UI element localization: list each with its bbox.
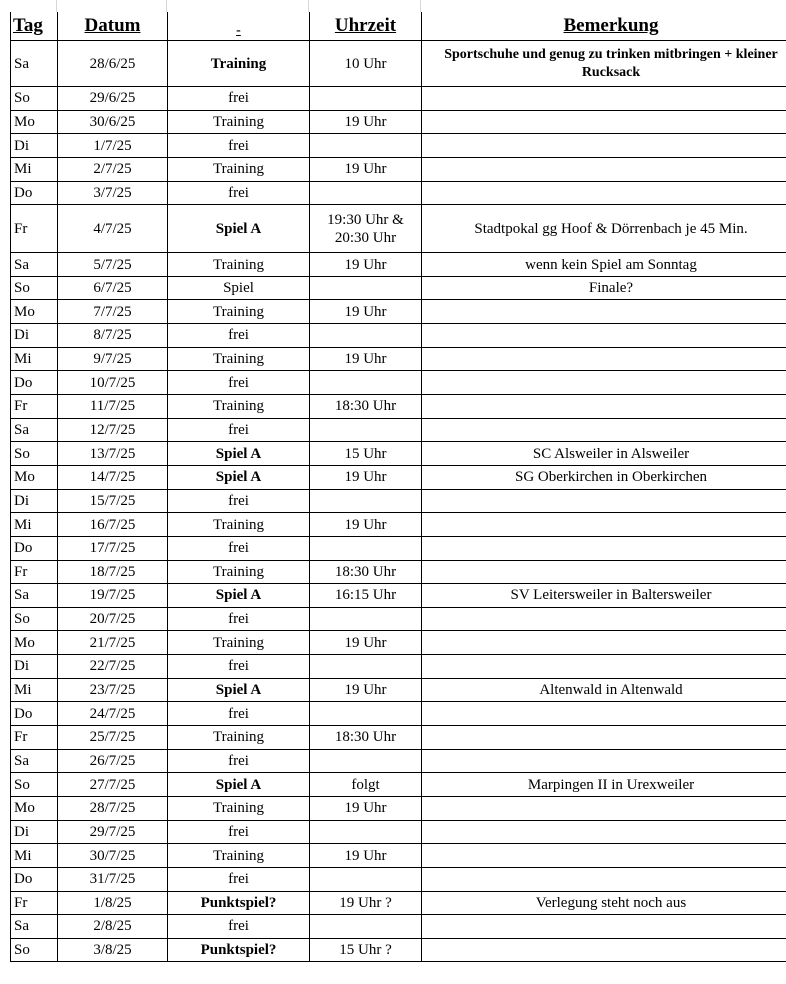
cell-type: frei	[168, 655, 310, 679]
cell-bemerkung	[422, 796, 786, 820]
cell-bemerkung	[422, 157, 786, 181]
cell-tag: Mi	[11, 678, 58, 702]
cell-datum: 18/7/25	[58, 560, 168, 584]
cell-type: frei	[168, 820, 310, 844]
cell-uhrzeit	[310, 181, 422, 205]
cell-tag: Sa	[11, 584, 58, 608]
table-row	[11, 726, 786, 750]
cell-type: Training	[168, 726, 310, 750]
cell-tag: Di	[11, 324, 58, 348]
cell-type: Training	[168, 395, 310, 419]
cell-tag: Fr	[11, 560, 58, 584]
table-row	[11, 324, 786, 348]
cell-type: Training	[168, 844, 310, 868]
cell-tag: Mi	[11, 347, 58, 371]
cell-uhrzeit	[310, 655, 422, 679]
cell-uhrzeit: 18:30 Uhr	[310, 560, 422, 584]
cell-uhrzeit	[310, 702, 422, 726]
table-row	[11, 110, 786, 134]
cell-bemerkung	[422, 536, 786, 560]
cell-bemerkung: Finale?	[422, 276, 786, 300]
cell-uhrzeit	[310, 418, 422, 442]
table-row	[11, 631, 786, 655]
cell-uhrzeit: 19:30 Uhr & 20:30 Uhr	[310, 205, 422, 253]
cell-datum: 30/6/25	[58, 110, 168, 134]
cell-tag: Di	[11, 489, 58, 513]
cell-tag: Mi	[11, 157, 58, 181]
cell-tag: So	[11, 938, 58, 962]
cell-bemerkung: Stadtpokal gg Hoof & Dörrenbach je 45 Min.	[422, 205, 786, 253]
cell-tag: Sa	[11, 253, 58, 277]
cell-bemerkung	[422, 324, 786, 348]
cell-datum: 22/7/25	[58, 655, 168, 679]
cell-datum: 3/7/25	[58, 181, 168, 205]
cell-datum: 13/7/25	[58, 442, 168, 466]
table-row	[11, 773, 786, 797]
cell-datum: 28/6/25	[58, 41, 168, 87]
cell-uhrzeit	[310, 867, 422, 891]
cell-bemerkung	[422, 371, 786, 395]
cell-uhrzeit: 19 Uhr ?	[310, 891, 422, 915]
cell-tag: Do	[11, 867, 58, 891]
cell-bemerkung	[422, 938, 786, 962]
cell-uhrzeit: 16:15 Uhr	[310, 584, 422, 608]
cell-uhrzeit: 19 Uhr	[310, 844, 422, 868]
cell-tag: Sa	[11, 915, 58, 939]
cell-bemerkung	[422, 347, 786, 371]
cell-type: Training	[168, 253, 310, 277]
cell-uhrzeit	[310, 607, 422, 631]
cell-tag: So	[11, 87, 58, 111]
cell-datum: 30/7/25	[58, 844, 168, 868]
cell-uhrzeit: 15 Uhr ?	[310, 938, 422, 962]
cell-uhrzeit: 19 Uhr	[310, 253, 422, 277]
table-row	[11, 157, 786, 181]
cell-tag: Mo	[11, 631, 58, 655]
cell-tag: So	[11, 607, 58, 631]
cell-bemerkung	[422, 607, 786, 631]
cell-tag: Di	[11, 820, 58, 844]
table-row	[11, 181, 786, 205]
cell-uhrzeit: 19 Uhr	[310, 796, 422, 820]
cell-datum: 8/7/25	[58, 324, 168, 348]
table-row	[11, 489, 786, 513]
cell-uhrzeit: 15 Uhr	[310, 442, 422, 466]
cell-type: Training	[168, 300, 310, 324]
cell-tag: Di	[11, 134, 58, 158]
cell-bemerkung: SV Leitersweiler in Baltersweiler	[422, 584, 786, 608]
cell-type: Training	[168, 631, 310, 655]
cell-tag: Di	[11, 655, 58, 679]
cell-type: Training	[168, 41, 310, 87]
cell-bemerkung: SC Alsweiler in Alsweiler	[422, 442, 786, 466]
cell-uhrzeit	[310, 371, 422, 395]
table-row	[11, 253, 786, 277]
cell-tag: Fr	[11, 891, 58, 915]
schedule-table	[10, 12, 786, 962]
table-row	[11, 465, 786, 489]
cell-tag: Fr	[11, 726, 58, 750]
cell-datum: 28/7/25	[58, 796, 168, 820]
cell-type: Spiel A	[168, 773, 310, 797]
cell-type: Training	[168, 513, 310, 537]
cell-tag: Mo	[11, 465, 58, 489]
table-row	[11, 891, 786, 915]
table-row	[11, 347, 786, 371]
table-row	[11, 796, 786, 820]
cell-tag: Mo	[11, 796, 58, 820]
cell-tag: Do	[11, 702, 58, 726]
table-row	[11, 371, 786, 395]
cell-type: frei	[168, 607, 310, 631]
cell-tag: Do	[11, 181, 58, 205]
table-row	[11, 395, 786, 419]
cell-uhrzeit: 10 Uhr	[310, 41, 422, 87]
cell-uhrzeit: 19 Uhr	[310, 110, 422, 134]
cell-bemerkung	[422, 181, 786, 205]
cell-tag: Sa	[11, 749, 58, 773]
cell-bemerkung	[422, 395, 786, 419]
cell-tag: So	[11, 442, 58, 466]
cell-datum: 15/7/25	[58, 489, 168, 513]
cell-bemerkung	[422, 87, 786, 111]
cell-bemerkung: wenn kein Spiel am Sonntag	[422, 253, 786, 277]
cell-type: frei	[168, 324, 310, 348]
cell-type: Spiel A	[168, 205, 310, 253]
cell-uhrzeit: 19 Uhr	[310, 631, 422, 655]
cell-datum: 11/7/25	[58, 395, 168, 419]
cell-uhrzeit	[310, 87, 422, 111]
cell-datum: 27/7/25	[58, 773, 168, 797]
cell-type: Punktspiel?	[168, 938, 310, 962]
cell-tag: Do	[11, 371, 58, 395]
cell-tag: Fr	[11, 395, 58, 419]
table-row	[11, 844, 786, 868]
table-row	[11, 915, 786, 939]
cell-datum: 20/7/25	[58, 607, 168, 631]
cell-tag: So	[11, 276, 58, 300]
cell-uhrzeit: 19 Uhr	[310, 347, 422, 371]
cell-type: Spiel A	[168, 465, 310, 489]
cell-bemerkung	[422, 300, 786, 324]
cell-bemerkung	[422, 867, 786, 891]
cell-bemerkung	[422, 844, 786, 868]
header-uhrzeit: Uhrzeit	[310, 12, 422, 41]
cell-datum: 19/7/25	[58, 584, 168, 608]
table-row	[11, 702, 786, 726]
cell-type: frei	[168, 749, 310, 773]
cell-bemerkung: Sportschuhe und genug zu trinken mitbringen + kleiner Rucksack	[422, 41, 786, 87]
table-row	[11, 584, 786, 608]
cell-type: Training	[168, 347, 310, 371]
cell-type: frei	[168, 867, 310, 891]
cell-datum: 21/7/25	[58, 631, 168, 655]
cell-type: Training	[168, 110, 310, 134]
table-row	[11, 607, 786, 631]
cell-bemerkung: Verlegung steht noch aus	[422, 891, 786, 915]
cell-type: Training	[168, 796, 310, 820]
table-row	[11, 205, 786, 253]
cell-type: Spiel A	[168, 442, 310, 466]
cell-uhrzeit: 19 Uhr	[310, 157, 422, 181]
cell-uhrzeit	[310, 324, 422, 348]
cell-bemerkung: Altenwald in Altenwald	[422, 678, 786, 702]
table-row	[11, 867, 786, 891]
table-row	[11, 536, 786, 560]
table-row	[11, 655, 786, 679]
cell-type: frei	[168, 87, 310, 111]
cell-bemerkung	[422, 418, 786, 442]
cell-uhrzeit: 19 Uhr	[310, 300, 422, 324]
cell-bemerkung	[422, 489, 786, 513]
cell-bemerkung	[422, 726, 786, 750]
cell-uhrzeit: 19 Uhr	[310, 513, 422, 537]
cell-uhrzeit: 19 Uhr	[310, 465, 422, 489]
cell-bemerkung	[422, 702, 786, 726]
cell-type: Punktspiel?	[168, 891, 310, 915]
cell-datum: 2/8/25	[58, 915, 168, 939]
cell-bemerkung: Marpingen II in Urexweiler	[422, 773, 786, 797]
cell-tag: Do	[11, 536, 58, 560]
cell-type: frei	[168, 536, 310, 560]
table-row	[11, 300, 786, 324]
cell-datum: 14/7/25	[58, 465, 168, 489]
cell-type: Training	[168, 560, 310, 584]
cell-uhrzeit: 18:30 Uhr	[310, 395, 422, 419]
cell-type: frei	[168, 418, 310, 442]
cell-bemerkung	[422, 915, 786, 939]
cell-bemerkung	[422, 513, 786, 537]
cell-datum: 25/7/25	[58, 726, 168, 750]
cell-datum: 29/6/25	[58, 87, 168, 111]
cell-bemerkung	[422, 749, 786, 773]
cell-uhrzeit	[310, 276, 422, 300]
cell-uhrzeit	[310, 536, 422, 560]
table-row	[11, 678, 786, 702]
table-row	[11, 87, 786, 111]
cell-datum: 6/7/25	[58, 276, 168, 300]
header-tag: Tag	[11, 12, 58, 41]
cell-type: frei	[168, 489, 310, 513]
table-row	[11, 276, 786, 300]
cell-uhrzeit	[310, 134, 422, 158]
table-row	[11, 41, 786, 87]
cell-type: Training	[168, 157, 310, 181]
cell-uhrzeit: 18:30 Uhr	[310, 726, 422, 750]
cell-type: frei	[168, 181, 310, 205]
table-row	[11, 134, 786, 158]
sheet-top-strip	[10, 0, 786, 12]
cell-tag: Mi	[11, 844, 58, 868]
header-datum: Datum	[58, 12, 168, 41]
header-type: -	[168, 12, 310, 41]
cell-datum: 9/7/25	[58, 347, 168, 371]
cell-bemerkung	[422, 110, 786, 134]
cell-bemerkung	[422, 134, 786, 158]
cell-datum: 5/7/25	[58, 253, 168, 277]
table-row	[11, 513, 786, 537]
cell-datum: 17/7/25	[58, 536, 168, 560]
cell-type: frei	[168, 702, 310, 726]
cell-type: frei	[168, 371, 310, 395]
table-row	[11, 820, 786, 844]
cell-bemerkung	[422, 560, 786, 584]
cell-datum: 10/7/25	[58, 371, 168, 395]
cell-datum: 2/7/25	[58, 157, 168, 181]
cell-bemerkung: SG Oberkirchen in Oberkirchen	[422, 465, 786, 489]
cell-datum: 23/7/25	[58, 678, 168, 702]
cell-type: Spiel A	[168, 584, 310, 608]
cell-tag: Mo	[11, 300, 58, 324]
table-row	[11, 938, 786, 962]
cell-uhrzeit: folgt	[310, 773, 422, 797]
cell-datum: 31/7/25	[58, 867, 168, 891]
cell-uhrzeit	[310, 915, 422, 939]
cell-bemerkung	[422, 631, 786, 655]
cell-tag: So	[11, 773, 58, 797]
header-bemerkung: Bemerkung	[422, 12, 786, 41]
table-row	[11, 418, 786, 442]
cell-type: Spiel	[168, 276, 310, 300]
schedule-sheet	[10, 0, 786, 962]
table-row	[11, 560, 786, 584]
cell-uhrzeit	[310, 749, 422, 773]
header-row	[11, 12, 786, 41]
cell-datum: 1/8/25	[58, 891, 168, 915]
cell-tag: Fr	[11, 205, 58, 253]
cell-datum: 29/7/25	[58, 820, 168, 844]
cell-tag: Mo	[11, 110, 58, 134]
cell-type: Spiel A	[168, 678, 310, 702]
cell-datum: 4/7/25	[58, 205, 168, 253]
cell-tag: Mi	[11, 513, 58, 537]
cell-datum: 7/7/25	[58, 300, 168, 324]
cell-datum: 26/7/25	[58, 749, 168, 773]
cell-bemerkung	[422, 655, 786, 679]
cell-datum: 12/7/25	[58, 418, 168, 442]
cell-bemerkung	[422, 820, 786, 844]
table-row	[11, 442, 786, 466]
table-row	[11, 749, 786, 773]
cell-tag: Sa	[11, 41, 58, 87]
cell-uhrzeit	[310, 489, 422, 513]
cell-type: frei	[168, 915, 310, 939]
cell-datum: 3/8/25	[58, 938, 168, 962]
cell-datum: 16/7/25	[58, 513, 168, 537]
cell-type: frei	[168, 134, 310, 158]
cell-datum: 1/7/25	[58, 134, 168, 158]
cell-uhrzeit: 19 Uhr	[310, 678, 422, 702]
cell-uhrzeit	[310, 820, 422, 844]
cell-tag: Sa	[11, 418, 58, 442]
cell-datum: 24/7/25	[58, 702, 168, 726]
